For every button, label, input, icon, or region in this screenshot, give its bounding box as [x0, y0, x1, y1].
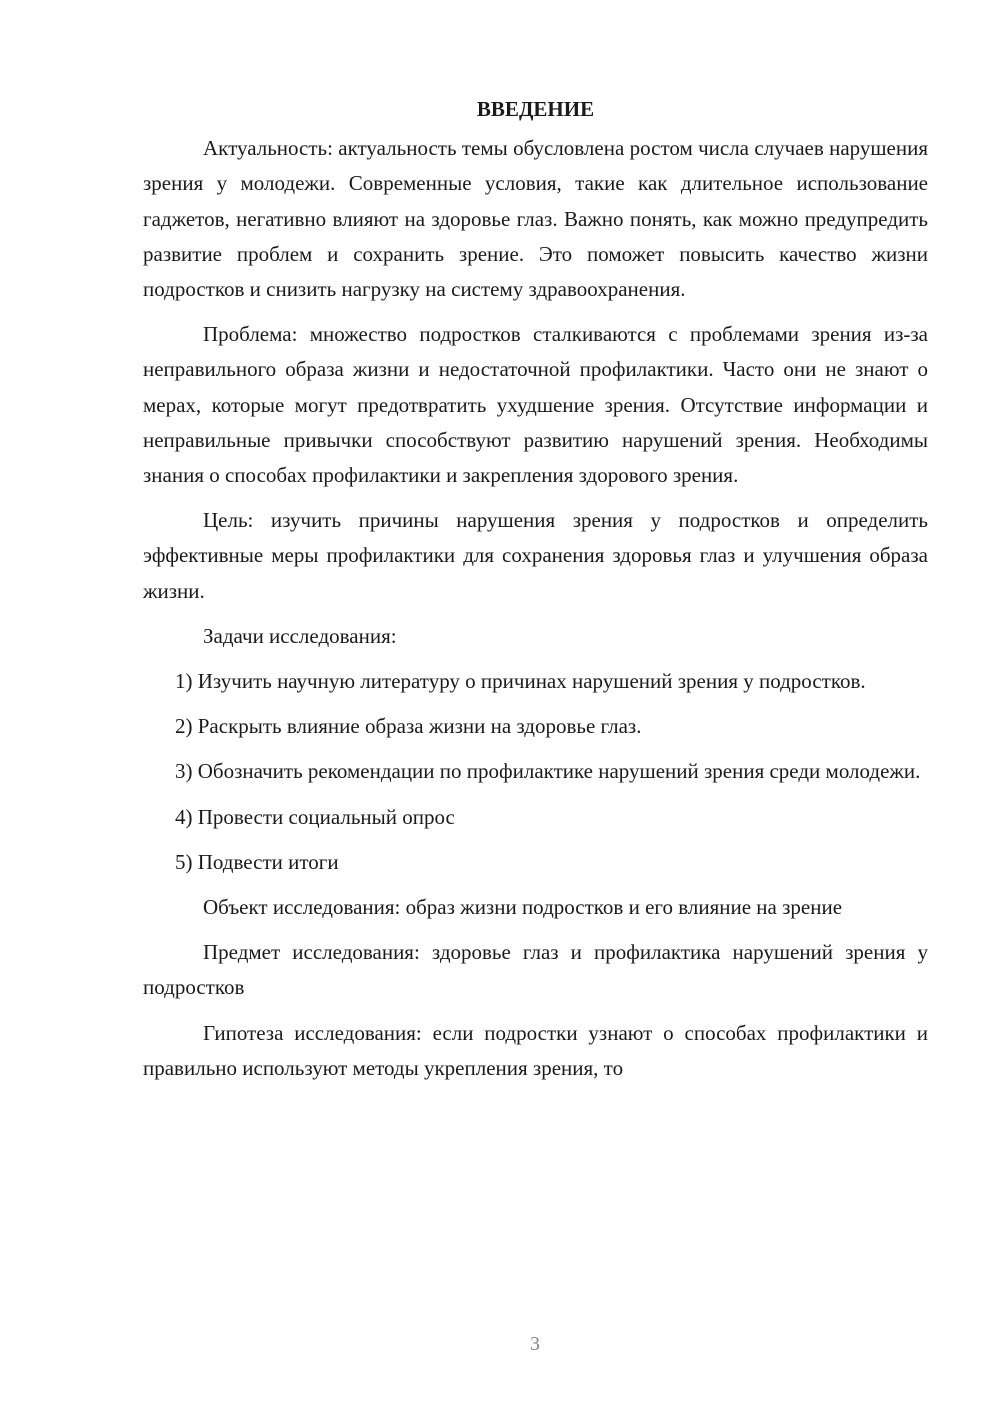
hypothesis-paragraph: Гипотеза исследования: если подростки узнают о способах профилактики и правильно используют методы укрепления зрения, то — [143, 1020, 928, 1080]
tasks-title: Задачи исследования: — [203, 623, 397, 648]
task-item: 1) Изучить научную литературу о причинах нарушений зрения у подростков. — [175, 669, 866, 694]
page-number: 3 — [530, 1333, 540, 1355]
task-item: 5) Подвести итоги — [175, 849, 339, 874]
task-item: 4) Провести социальный опрос — [175, 804, 455, 829]
subject-paragraph: Предмет исследования: здоровье глаз и профилактика нарушений зрения у подростков — [143, 940, 928, 1000]
task-item: 2) Раскрыть влияние образа жизни на здоровье глаз. — [175, 714, 642, 739]
section-heading: ВВЕДЕНИЕ — [476, 97, 595, 121]
problem-paragraph: Проблема: множество подростков сталкиваются с проблемами зрения из-за неправильного образа жизни и недостаточной профилактики. Часто они не знают о мерах, которые могут предотвратить ухудшение зрения. Отсутствие информации и неправильные привычки способствуют развитию нарушений зрения. Необходимы знания о способах профилактики и закрепления здорового зрения. — [143, 322, 928, 488]
document-page — [143, 92, 928, 1096]
task-item: 3) Обозначить рекомендации по профилактике нарушений зрения среди молодежи. — [175, 759, 921, 784]
relevance-paragraph: Актуальность: актуальность темы обусловлена ростом числа случаев нарушения зрения у молодежи. Современные условия, такие как длительное использование гаджетов, негативно влияют на здоровье глаз. Важно понять, как можно предупредить развитие проблем и сохранить зрение. Это поможет повысить качество жизни подростков и снизить нагрузку на систему здравоохранения. — [143, 136, 928, 302]
object-paragraph: Объект исследования: образ жизни подростков и его влияние на зрение — [203, 895, 843, 920]
goal-paragraph: Цель: изучить причины нарушения зрения у подростков и определить эффективные меры профилактики для сохранения здоровья глаз и улучшения образа жизни. — [143, 508, 928, 603]
